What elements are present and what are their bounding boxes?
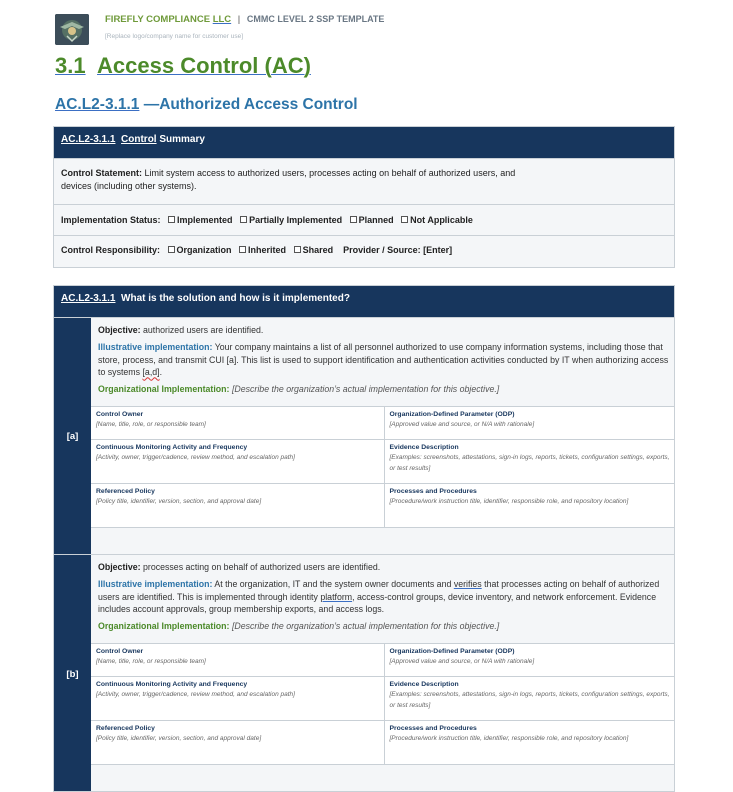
org-impl-a-label: Organizational Implementation: bbox=[98, 384, 230, 395]
objective-b-body bbox=[91, 554, 675, 792]
illustrative-b-text-2: that processes acting on behalf of authorized users are identified. This is implemented through identity bbox=[98, 578, 660, 602]
control-dash: — bbox=[143, 96, 160, 113]
logo-placeholder-note: [Replace logo/company name for customer use] bbox=[105, 33, 244, 40]
objective-a-block bbox=[54, 317, 675, 554]
implementation-status-row bbox=[54, 204, 674, 235]
policy-cell[interactable] bbox=[91, 484, 384, 527]
monitoring-placeholder: [Activity, owner, trigger/cadence, review method, and escalation path] bbox=[96, 691, 295, 698]
brand-name: FIREFLY COMPLIANCE bbox=[105, 14, 211, 25]
grid-row bbox=[91, 644, 675, 677]
illustrative-b-platform: platform bbox=[320, 591, 353, 602]
status-implemented-label: Implemented bbox=[177, 215, 233, 225]
objective-b-block bbox=[54, 554, 675, 792]
objective-a-body bbox=[91, 317, 675, 554]
control-id: AC.L2-3.1.1 bbox=[55, 96, 140, 113]
resp-shared-checkbox[interactable] bbox=[294, 246, 301, 253]
policy-title: Referenced Policy bbox=[96, 725, 155, 732]
evidence-placeholder: [Examples: screenshots, attestations, sign-in logs, reports, tickets, configuration settings, exports, or test results] bbox=[389, 454, 670, 472]
status-na-checkbox[interactable] bbox=[401, 216, 408, 223]
status-na-label: Not Applicable bbox=[410, 215, 473, 225]
header-title-line bbox=[105, 14, 384, 25]
odp-placeholder: [Approved value and source, or N/A with rationale] bbox=[389, 658, 535, 665]
control-statement-row bbox=[54, 158, 674, 204]
odp-cell[interactable] bbox=[384, 644, 676, 676]
company-logo bbox=[55, 14, 89, 45]
procedures-cell[interactable] bbox=[384, 721, 676, 764]
procedures-title: Processes and Procedures bbox=[389, 488, 477, 495]
odp-placeholder: [Approved value and source, or N/A with rationale] bbox=[389, 421, 535, 428]
document-header bbox=[55, 14, 695, 46]
grid-spacer bbox=[91, 528, 675, 556]
illustrative-b-label: Illustrative implementation: bbox=[98, 578, 213, 589]
solution-header-rest: What is the solution and how is it implemented? bbox=[121, 293, 350, 304]
illustrative-b-text-1: At the organization, IT and the system owner documents and bbox=[214, 578, 454, 589]
illustrative-b-text-3: , access-control groups, device inventory, and network enforcement. Evidence includes account approvals, group membership exports, and access logs. bbox=[98, 591, 657, 615]
monitoring-cell[interactable] bbox=[91, 677, 384, 720]
evidence-title: Evidence Description bbox=[389, 444, 459, 451]
procedures-title: Processes and Procedures bbox=[389, 725, 477, 732]
illustrative-a-label: Illustrative implementation: bbox=[98, 341, 213, 352]
section-number: 3.1 bbox=[55, 53, 86, 78]
section-title bbox=[55, 53, 311, 79]
org-impl-a-text[interactable]: [Describe the organization’s actual implementation for this objective.] bbox=[231, 384, 500, 395]
control-owner-title: Control Owner bbox=[96, 411, 144, 418]
section-name: Access Control (AC) bbox=[97, 53, 311, 78]
evidence-placeholder: [Examples: screenshots, attestations, sign-in logs, reports, tickets, configuration settings, exports, or test results] bbox=[389, 691, 670, 709]
statement-text: Limit system access to authorized users, processes acting on behalf of authorized users, and bbox=[144, 168, 516, 178]
odp-cell[interactable] bbox=[384, 407, 676, 439]
monitoring-cell[interactable] bbox=[91, 440, 384, 483]
odp-title: Organization-Defined Parameter (ODP) bbox=[389, 411, 515, 418]
status-planned-label: Planned bbox=[358, 215, 394, 225]
policy-title: Referenced Policy bbox=[96, 488, 155, 495]
control-title bbox=[55, 96, 358, 114]
objective-b-text bbox=[91, 555, 675, 633]
org-impl-b-label: Organizational Implementation: bbox=[98, 621, 230, 632]
objective-a-label: [a] bbox=[54, 317, 91, 554]
provider-source[interactable]: Provider / Source: [Enter] bbox=[343, 245, 453, 255]
status-implemented-checkbox[interactable] bbox=[168, 216, 175, 223]
statement-label: Control Statement: bbox=[61, 168, 142, 178]
responsibility-label: Control Responsibility: bbox=[61, 245, 160, 255]
header-separator: | bbox=[237, 14, 241, 25]
policy-placeholder: [Policy title, identifier, version, section, and approval date] bbox=[96, 735, 262, 742]
procedures-placeholder: [Procedure/work instruction title, identifier, responsible role, and repository location] bbox=[389, 498, 629, 505]
monitoring-title: Continuous Monitoring Activity and Frequency bbox=[96, 681, 248, 688]
resp-inherited-checkbox[interactable] bbox=[239, 246, 246, 253]
status-partial-checkbox[interactable] bbox=[240, 216, 247, 223]
solution-header-id: AC.L2-3.1.1 bbox=[61, 293, 116, 304]
objective-b-detail-grid bbox=[91, 643, 675, 792]
illustrative-a-ref: [a,d] bbox=[142, 367, 160, 378]
brand-llc: LLC bbox=[212, 14, 232, 25]
status-label: Implementation Status: bbox=[61, 215, 161, 225]
grid-row bbox=[91, 677, 675, 721]
monitoring-title: Continuous Monitoring Activity and Frequency bbox=[96, 444, 248, 451]
status-partial-label: Partially Implemented bbox=[249, 215, 343, 225]
policy-placeholder: [Policy title, identifier, version, section, and approval date] bbox=[96, 498, 262, 505]
resp-inherited-label: Inherited bbox=[248, 245, 287, 255]
illustrative-b-verifies: verifies bbox=[453, 578, 482, 589]
statement-text-2: devices (including other systems). bbox=[61, 181, 197, 191]
policy-cell[interactable] bbox=[91, 721, 384, 764]
control-owner-placeholder: [Name, title, role, or responsible team] bbox=[96, 658, 206, 665]
solution-table bbox=[53, 285, 675, 792]
summary-header-id: AC.L2-3.1.1 bbox=[61, 134, 116, 145]
control-owner-cell[interactable] bbox=[91, 407, 384, 439]
solution-header bbox=[54, 286, 674, 317]
objective-b-label: [b] bbox=[54, 554, 91, 792]
control-owner-placeholder: [Name, title, role, or responsible team] bbox=[96, 421, 206, 428]
grid-row bbox=[91, 721, 675, 765]
control-owner-cell[interactable] bbox=[91, 644, 384, 676]
evidence-cell[interactable] bbox=[384, 440, 676, 483]
grid-row bbox=[91, 484, 675, 528]
resp-organization-label: Organization bbox=[176, 245, 232, 255]
objective-b-key: Objective: bbox=[98, 562, 141, 572]
objective-a-detail-grid bbox=[91, 406, 675, 556]
grid-row bbox=[91, 407, 675, 440]
template-name: CMMC LEVEL 2 SSP TEMPLATE bbox=[246, 14, 385, 24]
monitoring-placeholder: [Activity, owner, trigger/cadence, review method, and escalation path] bbox=[96, 454, 295, 461]
grid-spacer bbox=[91, 765, 675, 792]
control-summary-table bbox=[53, 126, 675, 268]
summary-header-word: Control bbox=[121, 134, 157, 145]
objective-b-statement: processes acting on behalf of authorized users are identified. bbox=[143, 562, 381, 572]
procedures-cell[interactable] bbox=[384, 484, 676, 527]
odp-title: Organization-Defined Parameter (ODP) bbox=[389, 648, 515, 655]
objective-a-statement: authorized users are identified. bbox=[143, 325, 264, 335]
objective-a-key: Objective: bbox=[98, 325, 141, 335]
illustrative-a-text-2: . bbox=[159, 367, 163, 378]
evidence-cell[interactable] bbox=[384, 677, 676, 720]
control-name: Authorized Access Control bbox=[159, 96, 358, 113]
summary-header bbox=[54, 127, 674, 158]
resp-organization-checkbox[interactable] bbox=[168, 246, 175, 253]
control-owner-title: Control Owner bbox=[96, 648, 144, 655]
grid-row bbox=[91, 440, 675, 484]
summary-header-rest: Summary bbox=[159, 134, 205, 145]
org-impl-b-text[interactable]: [Describe the organization’s actual implementation for this objective.] bbox=[231, 621, 500, 632]
objective-a-text bbox=[91, 318, 675, 396]
control-responsibility-row bbox=[54, 235, 674, 267]
illustrative-a-text-1: Your company maintains a list of all personnel authorized to use company information systems, including those that store, process, and transmit CUI [a]. This list is used to support identification and authentication activities conducted by IT when authorizing access to systems bbox=[98, 341, 669, 378]
procedures-placeholder: [Procedure/work instruction title, identifier, responsible role, and repository location] bbox=[389, 735, 629, 742]
resp-shared-label: Shared bbox=[302, 245, 334, 255]
evidence-title: Evidence Description bbox=[389, 681, 459, 688]
status-planned-checkbox[interactable] bbox=[350, 216, 357, 223]
